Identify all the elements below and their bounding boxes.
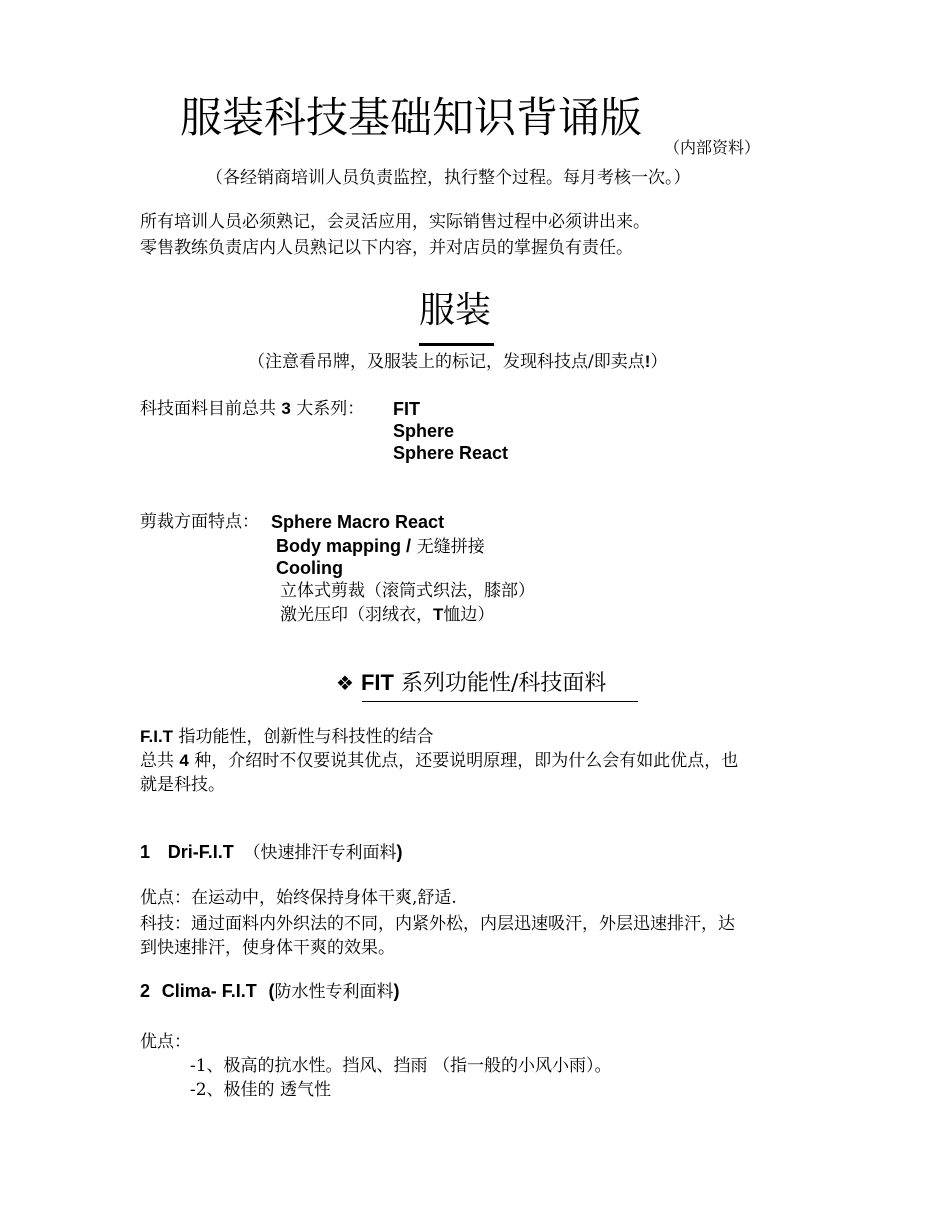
document-title: 服装科技基础知识背诵版 [180,93,643,142]
series-label [140,398,364,420]
item1-tech-2: 到快速排汗，使身体干爽的效果。 [140,938,395,958]
fit-def-en: F.I.T [140,727,174,746]
series-count: 3 [281,399,291,418]
supervise-note: （各经销商培训人员负责监控，执行整个过程。每月考核一次。） [206,168,691,188]
laser-pre: 激光压印（羽绒衣， [280,605,433,625]
cutting-item-body-mapping [276,535,485,558]
fit-count-post-1: 种，介绍时不仅要说其优点，还要说明原理，即为什么会有如此优点，也 [194,751,739,771]
item1-tech-1: 科技：通过面料内外织法的不同，内紧外松，内层迅速吸汗，外层迅速排汗，达 [140,914,735,934]
item2-close: ) [393,981,400,1001]
body-mapping-en: Body mapping / [276,536,411,556]
fit-heading-underline [362,701,638,702]
item2-name: Clima- F.I.T [161,981,257,1001]
item1-num: 1 [140,842,151,862]
item2-num: 2 [140,981,151,1001]
series-item-sphere-react: Sphere React [393,443,509,463]
series-item-fit: FIT [393,399,420,419]
item1-desc: （快速排汗专利面料 [243,843,397,863]
cutting-item-macro-react: Sphere Macro React [271,512,445,532]
item1-name: Dri-F.I.T [167,842,234,862]
fit-section-heading [336,668,606,699]
item1-close: ) [396,842,403,862]
item2-heading [140,980,400,1003]
apparel-note-close: ） [650,352,668,372]
series-label-pre: 科技面料目前总共 [140,399,276,419]
item2-pro-2: -2、极佳的 透气性 [190,1080,331,1100]
fit-count-line-1 [140,750,738,772]
fit-def-cn: 指功能性，创新性与科技性的结合 [178,727,434,747]
cutting-item-laser [280,604,494,626]
apparel-heading: 服装 [419,290,492,331]
series-item-sphere: Sphere [393,421,455,441]
apparel-note [248,351,667,373]
apparel-heading-underline [419,343,494,346]
cutting-label: 剪裁方面特点： [140,512,259,532]
fit-count-pre: 总共 [140,751,174,771]
cutting-item-cooling: Cooling [276,558,343,578]
intro-line-1: 所有培训人员必须熟记，会灵活应用，实际销售过程中必须讲出来。 [140,212,650,232]
fit-heading-cn: 系列功能性/科技面料 [400,671,607,696]
item2-desc: 防水性专利面料 [274,982,394,1002]
cutting-item-3d-cut: 立体式剪裁（滚筒式织法，膝部） [280,581,535,601]
apparel-note-bang: ! [644,352,651,371]
fit-count-line-2: 就是科技。 [140,775,225,795]
series-label-post: 大系列： [296,399,365,419]
diamond-bullet-icon: ❖ [336,671,354,695]
item2-pro-label: 优点： [140,1032,191,1052]
item1-heading [140,841,402,864]
fit-count-num: 4 [179,751,189,770]
apparel-note-text: （注意看吊牌，及服装上的标记，发现科技点/即卖点 [248,352,645,372]
item1-pro: 优点：在运动中，始终保持身体干爽,舒适. [140,888,457,908]
title-note: （内部资料） [664,138,761,157]
intro-line-2: 零售教练负责店内人员熟记以下内容，并对店员的掌握负有责任。 [140,238,633,258]
laser-t: T [433,605,444,624]
fit-heading-en: FIT [360,670,394,695]
item2-open: ( [268,981,275,1001]
item2-pro-1: -1、极高的抗水性。挡风、挡雨 （指一般的小风小雨）。 [190,1056,612,1076]
laser-post: 恤边） [443,605,495,625]
body-mapping-cn: 无缝拼接 [416,537,485,557]
fit-definition [140,726,433,748]
